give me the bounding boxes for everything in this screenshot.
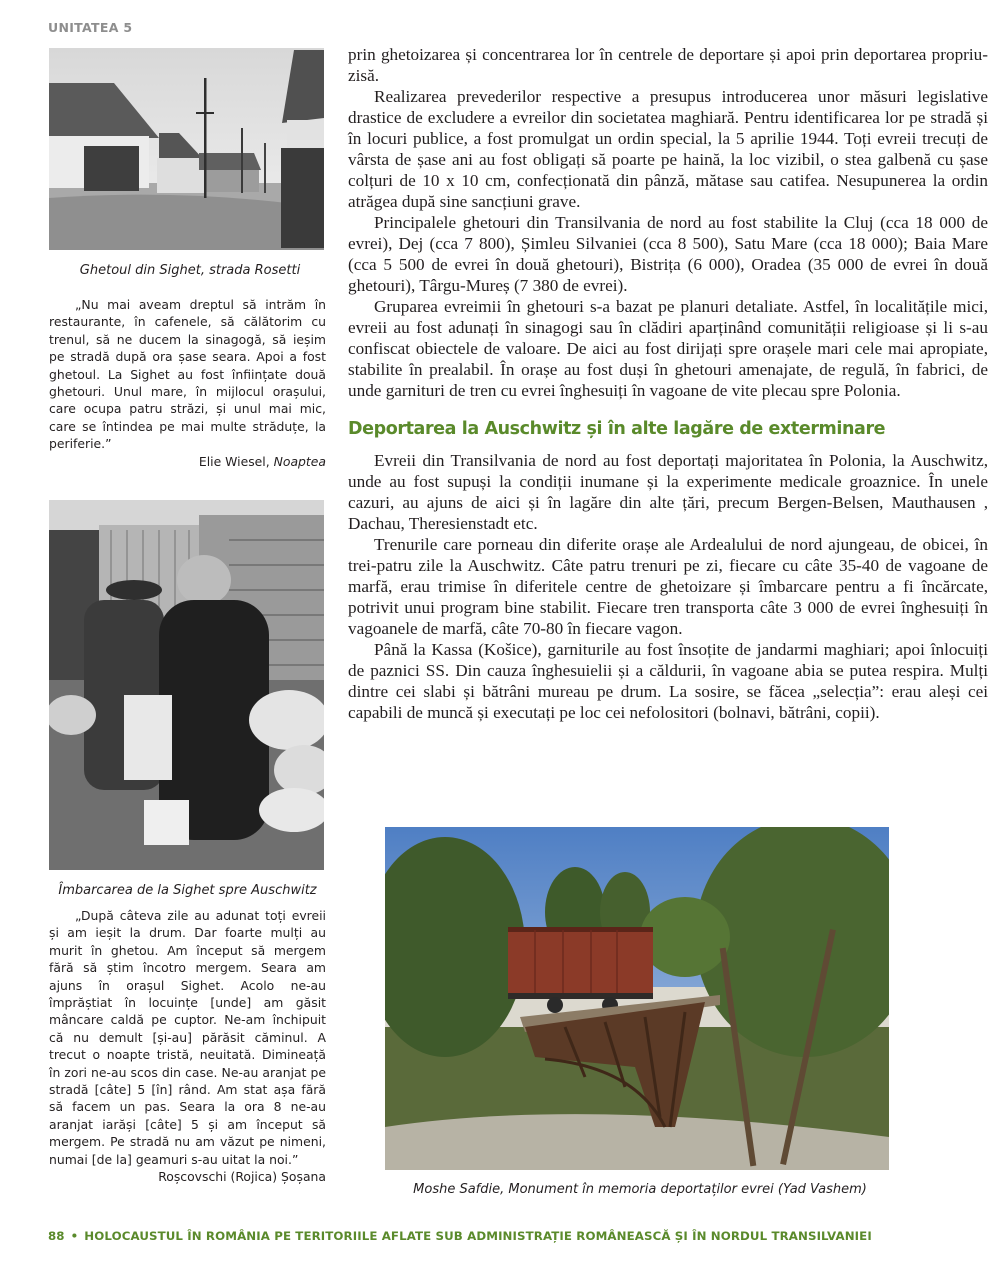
quote-roscovschi xyxy=(49,907,326,1186)
figure-caption: Îmbarcarea de la Sighet spre Auschwitz xyxy=(58,883,317,898)
paragraph: prin ghetoizarea și concentrarea lor în centrele de deportare și apoi prin deportarea propriu-zisă. xyxy=(348,45,988,85)
quote-source xyxy=(49,453,326,470)
paragraph: Până la Kassa (Košice), garniturile au fost însoțite de jandarmi maghiari; apoi înlocuiți de paznici SS. Din cauza înghesuielii și a căldurii, în vagoane abia se putea respira. Mulți dintre cei slabi și bătrâni mureau pe drum. La sosire, se făcea „selecția”: erau aleși cei capabili de muncă și executați pe loc cei nefolositori (bolnavi, bătrâni, copii). xyxy=(348,640,988,722)
quote-elie-wiesel xyxy=(49,296,326,470)
page-footer xyxy=(48,1229,872,1243)
paragraph: Realizarea prevederilor respective a presupus introducerea unor măsuri legislative drastice de excludere a evreilor din societatea maghiară. Pentru identificarea lor pe stradă și în locuri publice, a fost promulgat un ordin special, la 5 aprilie 1944. Toți evreii trecuți de vârsta de șase ani au fost obligați să poarte pe haină, la loc vizibil, o stea galbenă cu șase colțuri de 10 x 10 cm, confecționată din pânză, mătase sau catifea. Nesupunerea la ordin atrăgea după sine sancțiuni grave. xyxy=(348,87,988,211)
page-number: 88 xyxy=(48,1229,65,1243)
paragraph: Principalele ghetouri din Transilvania de nord au fost stabilite la Cluj (cca 18 000 de evrei), Dej (cca 7 800), Șimleu Silvaniei (cca 8 500), Satu Mare (cca 18 000); Baia Mare (cca 5 500 de evrei în două ghetouri), Bistrița (6 000), Oradea (35 000 de evrei în două ghetouri), Târgu-Mureș (7 380 de evrei). xyxy=(348,213,988,295)
unit-label: UNITATEA 5 xyxy=(48,20,133,35)
paragraph: Evreii din Transilvania de nord au fost deportați majoritatea în Polonia, la Auschwitz, unde au fost supuși la condiții inumane și la experimente medicale groaznice. În unele cazuri, au ajuns de aici și în lagăre din alte țări, precum Bergen-Belsen, Mauthausen , Dachau, Theresienstadt etc. xyxy=(348,451,988,533)
boarding-photo-illustration xyxy=(49,500,324,870)
photo-deportation-wagon-monument xyxy=(385,827,889,1170)
quote-text: „După câteva zile au adunat toți evreii și am ieșit la drum. Dar foarte mulți au murit în ghetou. Am început să mergem fără să știm încotro mergem. Seara am ajuns în orașul Sighet. Acolo ne-au împrăștiat în locuințe [unde] am găsit mâncare caldă pe cuptor. Ne-am închipuit că nu demult [și-au] părăsit căminul. A trecut o noapte tristă, neuitată. Dimineață în zori ne-au scos din case. Ne-au aranjat pe stradă [câte] 5 [în] rând. Am stat așa fără să facem un pas. Seara la ora 8 ne-au aranjat iarăși [câte] 5 și am început să mergem. Pe stradă nu am văzut pe nimeni, numai [de la] geamuri s-au uitat la noi.” xyxy=(49,908,326,1167)
bullet-separator: • xyxy=(70,1229,79,1243)
quote-source xyxy=(49,1168,326,1185)
quote-text: „Nu mai aveam dreptul să intrăm în restaurante, în cafenele, să călătorim cu trenul, să ne ducem la sinagogă, să ieșim pe stradă după ora șase seara. Apoi a fost ghetoul. La Sighet au fost înființate două ghetouri. Unul mare, în mijlocul orașului, care ocupa patru străzi, și unul mai mic, care se întindea pe mai multe străduțe, la periferie.” xyxy=(49,297,326,452)
book-title: HOLOCAUSTUL ÎN ROMÂNIA PE TERITORIILE AFLATE SUB ADMINISTRAȚIE ROMÂNEASCĂ ȘI ÎN NORDUL TRANSILVANIEI xyxy=(84,1229,872,1243)
figure-caption: Ghetoul din Sighet, strada Rosetti xyxy=(79,263,301,278)
quote-work: Noaptea xyxy=(273,453,326,469)
paragraph: Gruparea evreimii în ghetouri s-a bazat pe planuri detaliate. Astfel, în localitățile mici, evreii au fost adunați în sinagogi sau în clădiri aparținând comunității religioase și li s-au confiscat obiectele de valoare. De aici au fost dirijați spre orașele mari cele mai apropiate, stabilite în prealabil. În orașe au fost duși în ghetouri amenajate, de regulă, în fabrici, de unde garnituri de tren cu evrei înghesuiți în vagoane de vite plecau spre Polonia. xyxy=(348,297,988,400)
monument-photo-illustration xyxy=(385,827,889,1170)
quote-author: Elie Wiesel, xyxy=(198,453,274,469)
main-text-column xyxy=(348,44,988,723)
street-photo-illustration xyxy=(49,48,324,250)
photo-sighet-ghetto-street xyxy=(49,48,324,250)
photo-boarding-sighet xyxy=(49,500,324,870)
figure-caption: Moshe Safdie, Monument în memoria deportaților evrei (Yad Vashem) xyxy=(413,1182,867,1197)
quote-author: Roșcovschi (Rojica) Șoșana xyxy=(158,1169,326,1185)
section-title: Deportarea la Auschwitz și în alte lagăre de exterminare xyxy=(348,419,886,439)
paragraph: Trenurile care porneau din diferite orașe ale Ardealului de nord ajungeau, de obicei, în trei-patru zile la Auschwitz. Câte patru trenuri pe zi, fiecare cu câte 35-40 de vagoane de marfă, erau trimise în diferitele centre de ghetoizare și îmbarcare pentru a fi încărcate, potrivit unui program bine stabilit. Fiecare tren transporta câte 3 000 de evrei înghesuiți în vagoanele de marfă, câte 70-80 în fiecare vagon. xyxy=(348,535,988,638)
